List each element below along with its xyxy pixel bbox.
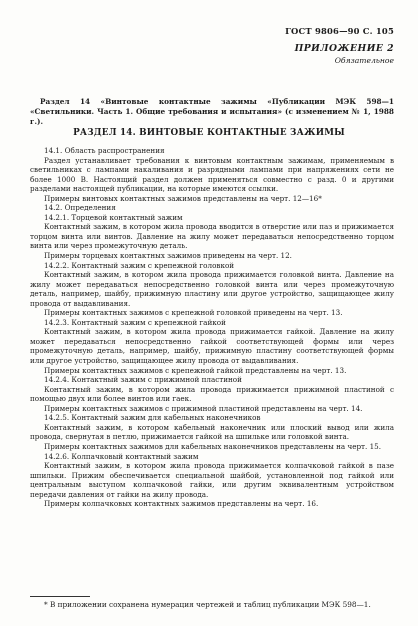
page-header: ГОСТ 9806—90 С. 105 xyxy=(285,26,394,36)
paragraph: Примеры колпачковых контактных зажимов представлены на черт. 16. xyxy=(44,499,319,509)
paragraph: Примеры контактных зажимов с крепежной гайкой представлены на черт. 13. xyxy=(44,365,347,375)
paragraph: Примеры винтовых контактных зажимов представлены на черт. 12—16* xyxy=(44,193,322,203)
paragraph: Примеры торцевых контактных зажимов приведены на черт. 12. xyxy=(44,251,292,261)
footnote: * В приложении сохранена нумерация чертежей и таблиц публикации МЭК 598—1. xyxy=(44,600,371,609)
appendix-note: Обязательное xyxy=(334,56,394,65)
paragraph: Контактный зажим, в котором жила провода прижимается гайкой. Давление на жилу может передаваться непосредственно гайкой соответствующей формы или через промежуточную деталь, например, шайбу, прижимную пластину соответствующей формы или другое устройство, защищающее жилу провода от выдавливания. xyxy=(30,327,394,366)
paragraph: Контактный зажим, в котором жила провода вводится в отверстие или паз и прижимается торцом винта или винтов. Давление на жилу может передаваться непосредственно торцом винта или через промежуточную деталь. xyxy=(30,222,394,251)
appendix-title: ПРИЛОЖЕНИЕ 2 xyxy=(294,43,394,54)
paragraph: 14.2.1. Торцевой контактный зажим xyxy=(44,212,183,222)
paragraph: 14.1. Область распространения xyxy=(44,146,165,155)
section-title: РАЗДЕЛ 14. ВИНТОВЫЕ КОНТАКТНЫЕ ЗАЖИМЫ xyxy=(73,128,345,138)
paragraph: Примеры контактных зажимов с крепежной головкой приведены на черт. 13. xyxy=(44,308,343,318)
paragraph: Контактный зажим, в котором кабельный наконечник или плоский вывод или жила провода, свернутая в петлю, прижимается гайкой на шпильке или головкой винта. xyxy=(30,422,394,442)
paragraph: Примеры контактных зажимов с прижимной пластиной представлены на черт. 14. xyxy=(44,403,363,413)
paragraph: 14.2.5. Контактный зажим для кабельных наконечников xyxy=(44,413,261,423)
paragraph: 14.2.3. Контактный зажим с крепежной гайкой xyxy=(44,317,226,327)
intro-paragraph: Раздел 14 «Винтовые контактные зажимы «Публикации МЭК 598—1 «Светильники. Часть 1. Общие требования и испытания» (с изменением № 1, 1988 г.). xyxy=(30,97,394,126)
body-text xyxy=(30,146,394,509)
footnote-divider xyxy=(30,596,90,597)
paragraph: Примеры контактных зажимов для кабельных наконечников представлены на черт. 15. xyxy=(44,441,382,451)
paragraph: 14.2. Определения xyxy=(44,203,116,213)
paragraph: 14.2.6. Колпачковый контактный зажим xyxy=(44,451,199,461)
paragraph: Контактный зажим, в котором жила провода прижимается головкой винта. Давление на жилу может передаваться непосредственно головкой винта или через промежуточную деталь, например, шайбу, прижимную пластину или другое устройство, защищающее жилу провода от выдавливания. xyxy=(30,270,394,308)
paragraph: 14.2.2. Контактный зажим с крепежной головкой xyxy=(44,260,235,270)
appendix-block xyxy=(295,43,394,65)
paragraph: Контактный зажим, в котором жила провода прижимается колпачковой гайкой в пазе шпильки. Прижим обеспечивается специальной шайбой, установленной под гайкой или центральным выступом колпачковой гайки, или другим эквивалентным устройством передачи давления от гайки на жилу провода. xyxy=(30,461,394,499)
paragraph: 14.2.4. Контактный зажим с прижимной пластиной xyxy=(44,375,242,385)
paragraph: Контактный зажим, в котором жила провода прижимается прижимной пластиной с помощью двух или более винтов или гаек. xyxy=(30,384,394,404)
paragraph: Раздел устанавливает требования к винтовым контактным зажимам, применяемым в светильниках с лампами накаливания и разрядными лампами при напряжениях сети не более 1000 В. Настоящий раздел должен применяться совместно с разд. 0 и другими разделами настоящей публикации, на которые имеются ссылки. xyxy=(30,155,394,194)
